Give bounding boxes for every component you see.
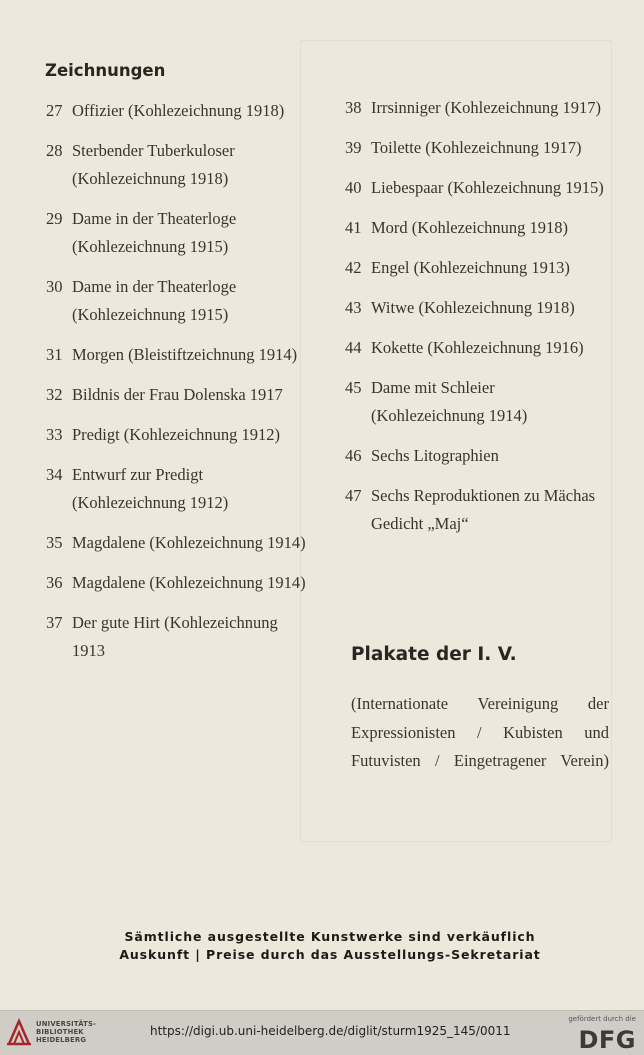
- catalog-item: [46, 97, 311, 125]
- item-number: 39: [345, 138, 362, 157]
- item-text: Dame in der Theaterloge (Kohlezeichnung 1915): [72, 277, 237, 324]
- item-number: 44: [345, 338, 362, 357]
- left-catalog-column: [46, 97, 311, 677]
- drawings-heading: Zeichnungen: [45, 61, 166, 80]
- catalog-item: [46, 529, 311, 557]
- item-text: Dame mit Schleier (Kohlezeichnung 1914): [371, 378, 528, 425]
- item-number: 40: [345, 178, 362, 197]
- item-text: Dame in der Theaterloge (Kohlezeichnung 1915): [72, 209, 237, 256]
- funder-note: gefördert durch die: [568, 1015, 636, 1023]
- item-number: 41: [345, 218, 362, 237]
- item-text: Offizier (Kohlezeichnung 1918): [72, 101, 285, 120]
- item-text: Liebespaar (Kohlezeichnung 1915): [371, 178, 604, 197]
- posters-note-line: Expressionisten / Kubisten und: [351, 722, 609, 742]
- item-text: Engel (Kohlezeichnung 1913): [371, 258, 570, 277]
- catalog-item: [46, 341, 311, 369]
- item-text: Magdalene (Kohlezeichnung 1914): [72, 573, 306, 592]
- posters-note: [351, 690, 609, 776]
- dfg-logo[interactable]: DFG: [578, 1026, 636, 1054]
- item-number: 45: [345, 378, 362, 397]
- item-number: 35: [46, 533, 63, 552]
- item-number: 33: [46, 425, 63, 444]
- item-text: Witwe (Kohlezeichnung 1918): [371, 298, 575, 317]
- viewer-footer-bar: [0, 1010, 644, 1055]
- item-text: Toilette (Kohlezeichnung 1917): [371, 138, 582, 157]
- catalog-item: [46, 137, 311, 193]
- item-text: Bildnis der Frau Dolenska 1917: [72, 385, 283, 404]
- catalog-item: [345, 94, 610, 122]
- right-catalog-column: [345, 94, 610, 550]
- item-number: 28: [46, 141, 63, 160]
- item-number: 27: [46, 101, 63, 120]
- item-number: 29: [46, 209, 63, 228]
- item-number: 42: [345, 258, 362, 277]
- posters-heading: Plakate der I. V.: [351, 644, 517, 665]
- university-library-logo-icon[interactable]: [6, 1018, 32, 1046]
- catalog-item: [345, 294, 610, 322]
- posters-note-line: Futuvisten / Eingetragener Verein): [351, 751, 609, 770]
- library-name-line: UNIVERSITÄTS-: [36, 1020, 97, 1028]
- sales-notice-line: Sämtliche ausgestellte Kunstwerke sind verkäuflich: [124, 929, 536, 944]
- permalink-url[interactable]: https://digi.ub.uni-heidelberg.de/diglit/sturm1925_145/0011: [150, 1024, 511, 1038]
- catalog-item: [46, 273, 311, 329]
- item-number: 32: [46, 385, 63, 404]
- item-text: Sechs Litographien: [371, 446, 499, 465]
- item-number: 38: [345, 98, 362, 117]
- library-name-line: HEIDELBERG: [36, 1036, 87, 1044]
- catalog-item: [46, 569, 311, 597]
- catalog-item: [46, 609, 311, 665]
- catalog-item: [345, 254, 610, 282]
- sales-notice-line: Auskunft | Preise durch das Ausstellungs-Sekretariat: [119, 947, 541, 962]
- item-number: 46: [345, 446, 362, 465]
- catalog-item: [345, 334, 610, 362]
- library-name-line: BIBLIOTHEK: [36, 1028, 84, 1036]
- catalog-item: [345, 442, 610, 470]
- item-text: Predigt (Kohlezeichnung 1912): [72, 425, 281, 444]
- catalog-item: [46, 205, 311, 261]
- item-number: 31: [46, 345, 63, 364]
- item-number: 47: [345, 486, 362, 505]
- item-text: Morgen (Bleistiftzeichnung 1914): [72, 345, 298, 364]
- item-number: 37: [46, 613, 63, 632]
- item-number: 43: [345, 298, 362, 317]
- item-text: Kokette (Kohlezeichnung 1916): [371, 338, 584, 357]
- item-number: 30: [46, 277, 63, 296]
- catalog-item: [46, 381, 311, 409]
- item-text: Sechs Reproduktionen zu Mächas Gedicht „Maj“: [371, 486, 596, 533]
- item-text: Mord (Kohlezeichnung 1918): [371, 218, 569, 237]
- library-name[interactable]: [36, 1020, 96, 1044]
- catalog-item: [345, 214, 610, 242]
- catalog-item: [345, 482, 610, 538]
- item-text: Irrsinniger (Kohlezeichnung 1917): [371, 98, 602, 117]
- item-text: Sterbender Tuberkuloser (Kohlezeichnung 1918): [72, 141, 235, 188]
- item-number: 36: [46, 573, 63, 592]
- sales-notice: [52, 928, 608, 964]
- catalog-item: [345, 374, 610, 430]
- item-number: 34: [46, 465, 63, 484]
- item-text: Der gute Hirt (Kohlezeichnung 1913: [72, 613, 278, 660]
- posters-note-line: (Internationate Vereinigung der: [351, 694, 609, 713]
- catalog-item: [345, 174, 610, 202]
- catalog-item: [46, 461, 311, 517]
- item-text: Magdalene (Kohlezeichnung 1914): [72, 533, 306, 552]
- catalog-item: [345, 134, 610, 162]
- catalog-item: [46, 421, 311, 449]
- item-text: Entwurf zur Predigt (Kohlezeichnung 1912): [72, 465, 229, 512]
